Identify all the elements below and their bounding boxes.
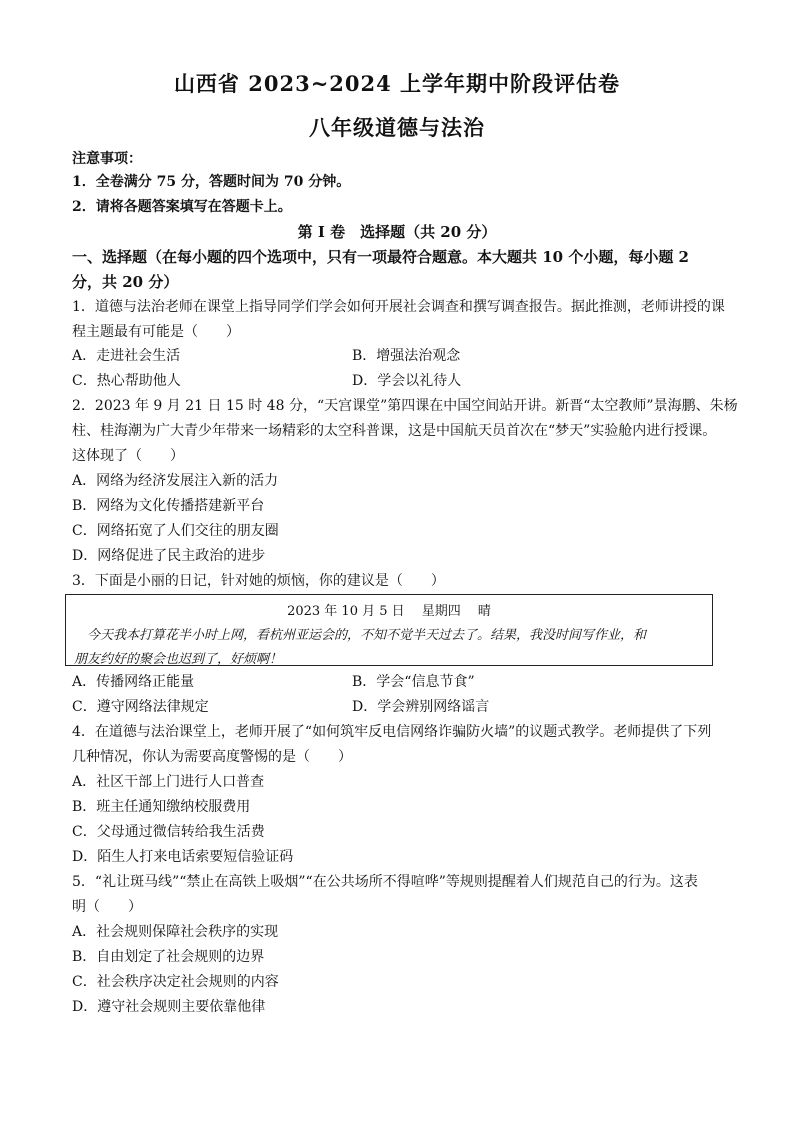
q2-stem-line-3: 这体现了（ ） bbox=[72, 448, 184, 464]
q3-option-a: A．传播网络正能量 bbox=[72, 674, 195, 690]
q4-stem-line-2: 几种情况，你认为需要高度警惕的是（ ） bbox=[72, 749, 352, 765]
q2-option-a: A．网络为经济发展注入新的活力 bbox=[72, 473, 279, 489]
q5-stem-line-1: 5．“礼让斑马线”“禁止在高铁上吸烟”“在公共场所不得喧哗”等规则提醒着人们规范自己的行为。这表 bbox=[72, 874, 698, 890]
q3-options-row-1 bbox=[72, 672, 722, 692]
q4-option-b: B．班主任通知缴纳校服费用 bbox=[72, 799, 251, 815]
diary-text-line-2: 朋友约好的聚会也迟到了，好烦啊！ bbox=[74, 652, 283, 667]
notice-heading: 注意事项： bbox=[72, 151, 142, 167]
q5-option-b: B．自由划定了社会规则的边界 bbox=[72, 949, 265, 965]
q4-option-a: A．社区干部上门进行人口普查 bbox=[72, 774, 265, 790]
q5-option-d: D．遵守社会规则主要依靠他律 bbox=[72, 999, 266, 1015]
q1-stem-line-2: 程主题最有可能是（ ） bbox=[72, 324, 240, 340]
q1-option-c: C．热心帮助他人 bbox=[72, 373, 181, 389]
section-intro-line-2: 分，共 20 分） bbox=[72, 273, 179, 291]
notice-item-1: 1．全卷满分 75 分，答题时间为 70 分钟。 bbox=[72, 174, 351, 190]
exam-subtitle: 八年级道德与法治 bbox=[309, 115, 485, 140]
q2-stem-line-2: 柱、桂海潮为广大青少年带来一场精彩的太空科普课，这是中国航天员首次在“梦天”实验舱内进行授课。 bbox=[72, 423, 717, 439]
q3-option-b: B．学会“信息节食” bbox=[352, 674, 475, 690]
q1-option-b: B．增强法治观念 bbox=[352, 348, 461, 364]
q3-option-d: D．学会辨别网络谣言 bbox=[352, 699, 490, 715]
q3-option-c: C．遵守网络法律规定 bbox=[72, 699, 209, 715]
exam-title: 山西省 2023~2024 上学年期中阶段评估卷 bbox=[173, 71, 621, 96]
q2-option-c: C．网络拓宽了人们交往的朋友圈 bbox=[72, 523, 279, 539]
q5-option-c: C．社会秩序决定社会规则的内容 bbox=[72, 974, 279, 990]
q4-option-c: C．父母通过微信转给我生活费 bbox=[72, 824, 265, 840]
q5-option-a: A．社会规则保障社会秩序的实现 bbox=[72, 924, 279, 940]
diary-box bbox=[65, 594, 713, 666]
q1-options-row-1 bbox=[72, 346, 722, 366]
section-intro-line-1: 一、选择题（在每小题的四个选项中，只有一项最符合题意。本大题共 10 个小题，每小题 2 bbox=[72, 248, 689, 266]
q2-option-b: B．网络为文化传播搭建新平台 bbox=[72, 498, 265, 514]
diary-date-line: 2023 年 10 月 5 日 星期四 晴 bbox=[287, 604, 491, 619]
notice-item-2: 2．请将各题答案填写在答题卡上。 bbox=[72, 199, 292, 215]
q4-option-d: D．陌生人打来电话索要短信验证码 bbox=[72, 849, 294, 865]
q5-stem-line-2: 明（ ） bbox=[72, 899, 142, 915]
q2-stem-line-1: 2．2023 年 9 月 21 日 15 时 48 分，“天宫课堂”第四课在中国空间站开讲。新晋“太空教师”景海鹏、朱杨 bbox=[72, 398, 738, 414]
q3-stem: 3．下面是小丽的日记，针对她的烦恼，你的建议是（ ） bbox=[72, 573, 445, 589]
diary-text-line-1: 今天我本打算花半小时上网，看杭州亚运会的，不知不觉半天过去了。结果，我没时间写作业，和 bbox=[74, 628, 647, 643]
q1-option-a: A．走进社会生活 bbox=[72, 348, 181, 364]
q2-option-d: D．网络促进了民主政治的进步 bbox=[72, 548, 266, 564]
q1-option-d: D．学会以礼待人 bbox=[352, 373, 462, 389]
q1-stem-line-1: 1．道德与法治老师在课堂上指导同学们学会如何开展社会调查和撰写调查报告。据此推测，老师讲授的课 bbox=[72, 299, 725, 315]
section-title: 第 I 卷 选择题（共 20 分） bbox=[297, 223, 497, 241]
q1-options-row-2 bbox=[72, 371, 722, 391]
q4-stem-line-1: 4．在道德与法治课堂上，老师开展了“如何筑牢反电信网络诈骗防火墙”的议题式教学。老师提供了下列 bbox=[72, 724, 712, 740]
q3-options-row-2 bbox=[72, 697, 722, 717]
